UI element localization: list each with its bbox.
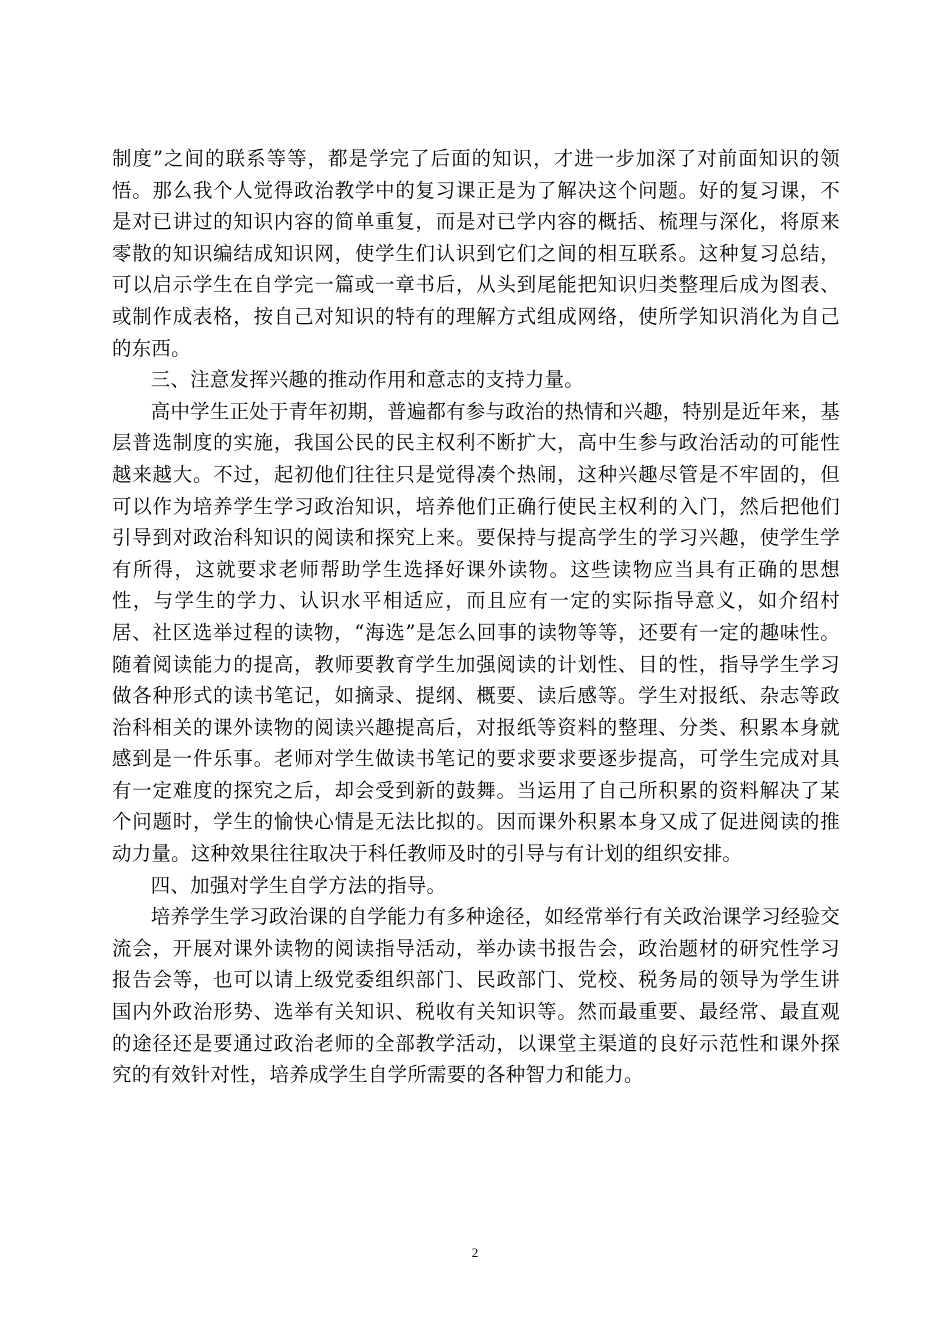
paragraph-interest: 高中学生正处于青年初期，普遍都有参与政治的热情和兴趣，特别是近年来，基层普选制度的实施，我国公民的民主权利不断扩大，高中生参与政治活动的可能性越来越大。不过，起初他们往往只是觉得凑个热闹，这种兴趣尽管是不牢固的，但可以作为培养学生学习政治知识，培养他们正确行使民主权利的入门，然后把他们引导到对政治科知识的阅读和探究上来。要保持与提高学生的学习兴趣，使学生学有所得，这就要求老师帮助学生选择好课外读物。这些读物应当具有正确的思想性，与学生的学力、认识水平相适应，而且应有一定的实际指导意义，如介绍村居、社区选举过程的读物，“海选”是怎么回事的读物等等，还要有一定的趣味性。随着阅读能力的提高，教师要教育学生加强阅读的计划性、目的性，指导学生学习做各种形式的读书笔记，如摘录、提纲、概要、读后感等。学生对报纸、杂志等政治科相关的课外读物的阅读兴趣提高后，对报纸等资料的整理、分类、积累本身就感到是一件乐事。老师对学生做读书笔记的要求要求要逐步提高，可学生完成对具有一定难度的探究之后，却会受到新的鼓舞。当运用了自己所积累的资料解决了某个问题时，学生的愉快心情是无法比拟的。因而课外积累本身又成了促进阅读的推动力量。这种效果往往取决于科任教师及时的引导与有计划的组织安排。 [112,399,840,866]
page-number: 2 [471,1245,479,1260]
body-text [112,143,840,1091]
section-heading-4: 四、加强对学生自学方法的指导。 [150,873,447,897]
paragraph-continuation: 制度”之间的联系等等，都是学完了后面的知识，才进一步加深了对前面知识的领悟。那么我个人觉得政治教学中的复习课正是为了解决这个问题。好的复习课，不是对已讲过的知识内容的简单重复，而是对已学内容的概括、梳理与深化，将原来零散的知识编结成知识网，使学生们认识到它们之间的相互联系。这种复习总结，可以启示学生在自学完一篇或一章书后，从头到尾能把知识归类整理后成为图表、或制作成表格，按自己对知识的特有的理解方式组成网络，使所学知识消化为自己的东西。 [112,147,840,360]
section-heading-3: 三、注意发挥兴趣的推动作用和意志的支持力量。 [150,368,584,392]
paragraph-self-study: 培养学生学习政治课的自学能力有多种途径，如经常举行有关政治课学习经验交流会，开展对课外读物的阅读指导活动，举办读书报告会，政治题材的研究性学习报告会等，也可以请上级党委组织部门、民政部门、党校、税务局的领导为学生讲国内外政治形势、选举有关知识、税收有关知识等。然而最重要、最经常、最直观的途径还是要通过政治老师的全部教学活动，以课堂主渠道的良好示范性和课外探究的有效针对性，培养成学生自学所需要的各种智力和能力。 [112,905,840,1087]
